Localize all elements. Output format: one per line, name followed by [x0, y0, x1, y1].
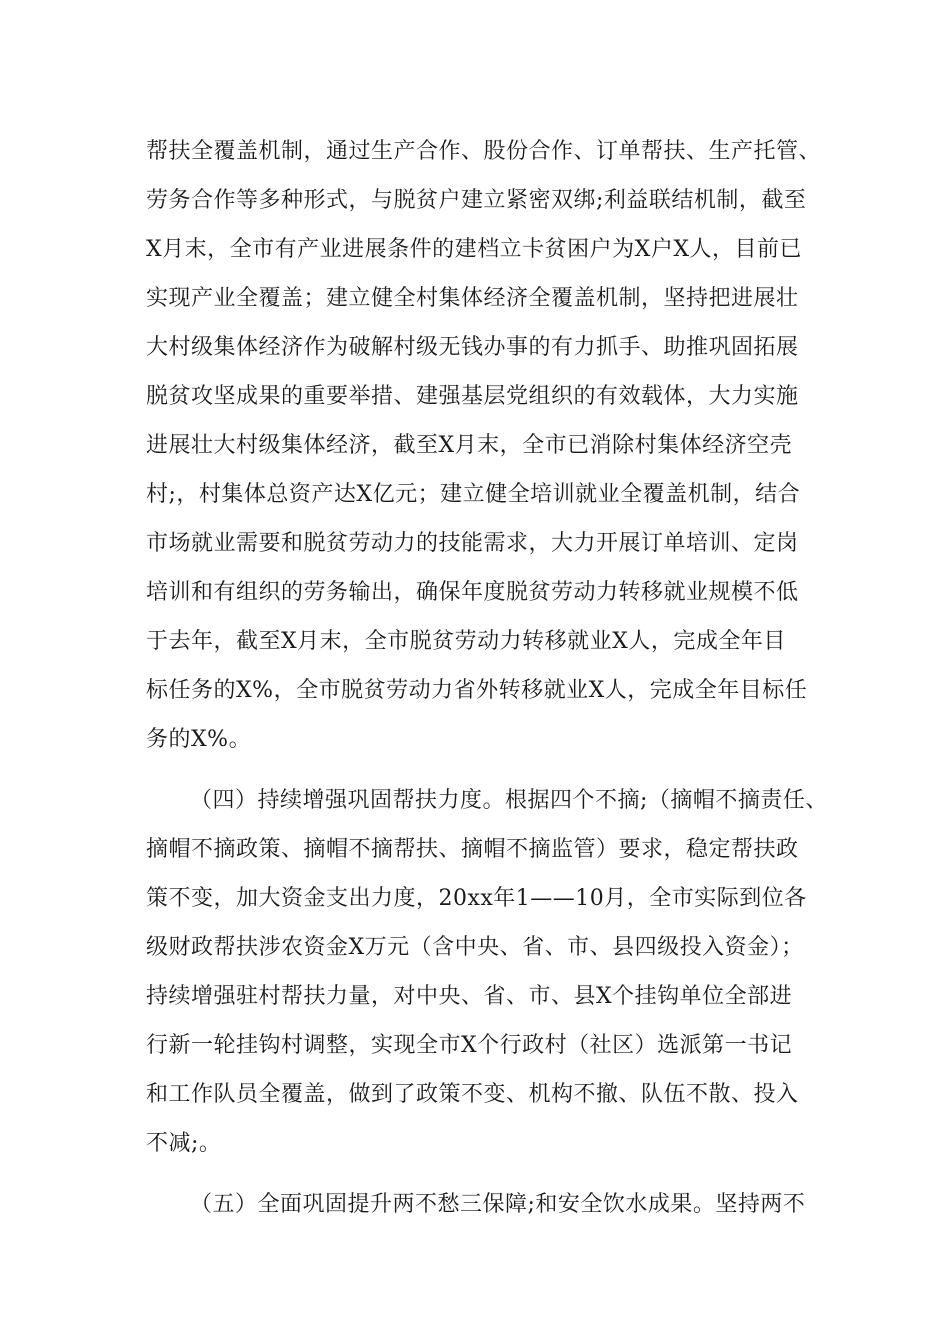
text-line: 持续增强驻村帮扶力量，对中央、省、市、县X个挂钩单位全部进	[146, 984, 793, 1009]
text-line: 于去年，截至X月末，全市脱贫劳动力转移就业X人，完成全年目	[146, 629, 786, 654]
text-line: 脱贫攻坚成果的重要举措、建强基层党组织的有效载体，大力实施	[146, 384, 799, 409]
text-line: 行新一轮挂钩村调整，实现全市X个行政村（社区）选派第一书记	[146, 1033, 793, 1058]
text-line: （五）全面巩固提升两不愁三保障;和安全饮水成果。坚持两不	[190, 1192, 806, 1217]
text-line: 标任务的X%，全市脱贫劳动力省外转移就业X人，完成全年目标任	[146, 678, 808, 703]
text-line: 策不变，加大资金支出力度，20xx年1——10月，全市实际到位各	[146, 886, 807, 911]
text-line: 不减;。	[146, 1131, 222, 1156]
text-line: （四）持续增强巩固帮扶力度。根据四个不摘;（摘帽不摘责任、	[190, 788, 828, 813]
text-line: 务的X%。	[146, 727, 252, 752]
text-line: 市场就业需要和脱贫劳动力的技能需求，大力开展订单培训、定岗	[146, 531, 799, 556]
text-line: 和工作队员全覆盖，做到了政策不变、机构不撤、队伍不散、投入	[146, 1082, 799, 1107]
text-line: 帮扶全覆盖机制，通过生产合作、股份合作、订单帮扶、生产托管、	[146, 139, 822, 164]
text-line: 摘帽不摘政策、摘帽不摘帮扶、摘帽不摘监管）要求，稳定帮扶政	[146, 837, 799, 862]
text-line: 进展壮大村级集体经济，截至X月末，全市已消除村集体经济空壳	[146, 433, 793, 458]
text-line: 大村级集体经济作为破解村级无钱办事的有力抓手、助推巩固拓展	[146, 335, 799, 360]
text-line: 村;，村集体总资产达X亿元；建立健全培训就业全覆盖机制，结合	[146, 482, 801, 507]
text-line: 培训和有组织的劳务输出，确保年度脱贫劳动力转移就业规模不低	[146, 580, 799, 605]
text-line: 级财政帮扶涉农资金X万元（含中央、省、市、县四级投入资金）；	[146, 935, 804, 960]
text-line: X月末，全市有产业进展条件的建档立卡贫困户为X户X人，目前已	[146, 237, 802, 262]
text-line: 劳务合作等多种形式，与脱贫户建立紧密双绑;利益联结机制，截至	[146, 188, 807, 213]
text-line: 实现产业全覆盖；建立健全村集体经济全覆盖机制，坚持把进展壮	[146, 286, 799, 311]
